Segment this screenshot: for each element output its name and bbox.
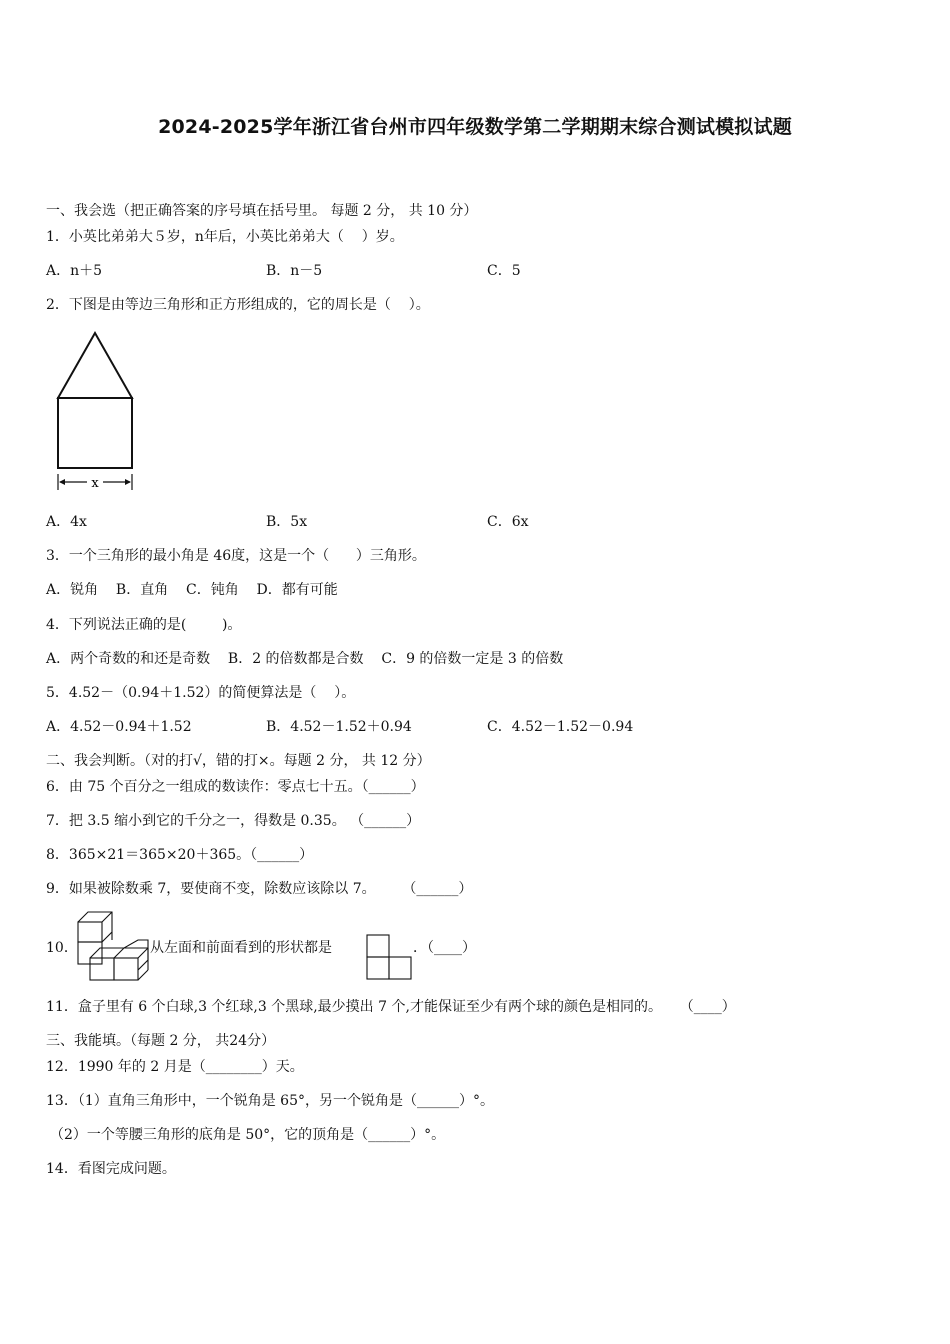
cube-stack-figure	[76, 910, 152, 982]
question-10-number: 10．	[46, 940, 78, 956]
question-11: 11．盒子里有 6 个白球,3 个红球,3 个黑球,最少摸出 7 个,才能保证至少有两个球的颜色是相同的。 （____）	[46, 999, 736, 1015]
q1-option-a: A．n＋5	[46, 263, 103, 279]
q2-option-c: C．6x	[487, 514, 529, 530]
triangle-shape	[58, 333, 132, 398]
square-shape	[58, 398, 132, 468]
question-3: 3．一个三角形的最小角是 46度，这是一个（ ）三角形。	[46, 548, 426, 564]
arrow-left-icon	[59, 479, 65, 485]
q5-option-a: A．4.52－0.94＋1.52	[46, 719, 192, 735]
q5-option-c: C．4.52－1.52－0.94	[487, 719, 634, 735]
question-10-tail: ．（____）	[413, 940, 476, 956]
q5-option-b: B．4.52－1.52＋0.94	[266, 719, 412, 735]
question-4: 4．下列说法正确的是( )。	[46, 617, 242, 633]
q1-option-c: C．5	[487, 263, 521, 279]
question-10-text: 从左面和前面看到的形状都是	[150, 940, 332, 956]
question-1: 1．小英比弟弟大５岁，n年后，小英比弟弟大（ ）岁。	[46, 229, 404, 245]
q3-options: A．锐角 B．直角 C．钝角 D．都有可能	[46, 582, 338, 598]
section-1-heading: 一、我会选（把正确答案的序号填在括号里。 每题 2 分， 共 10 分）	[46, 203, 478, 219]
question-13-part-1: 13．（1）直角三角形中，一个锐角是 65°，另一个锐角是（______）°。	[46, 1093, 494, 1109]
question-5: 5．4.52－（0.94＋1.52）的简便算法是（ ）。	[46, 685, 356, 701]
arrow-right-icon	[125, 479, 131, 485]
section-3-heading: 三、我能填。（每题 2 分， 共24分）	[46, 1033, 276, 1049]
question-6: 6．由 75 个百分之一组成的数读作：零点七十五。（______）	[46, 779, 425, 795]
q1-option-b: B．n－5	[266, 263, 323, 279]
question-9: 9．如果被除数乘 7，要使商不变，除数应该除以 7。 （______）	[46, 881, 473, 897]
dimension-label: x	[91, 476, 99, 491]
view-shape-figure	[366, 934, 414, 980]
house-figure	[50, 330, 140, 495]
q2-option-b: B．5x	[266, 514, 308, 530]
question-14: 14．看图完成问题。	[46, 1161, 176, 1177]
question-2: 2．下图是由等边三角形和正方形组成的，它的周长是（ ）。	[46, 297, 430, 313]
q4-options: A．两个奇数的和还是奇数 B．2 的倍数都是合数 C．9 的倍数一定是 3 的倍数	[46, 651, 564, 667]
question-12: 12．1990 年的 2 月是（________）天。	[46, 1059, 304, 1075]
question-13-part-2: （2）一个等腰三角形的底角是 50°，它的顶角是（______）°。	[50, 1127, 446, 1143]
page-title: 2024-2025学年浙江省台州市四年级数学第二学期期末综合测试模拟试题	[158, 116, 792, 138]
q2-option-a: A．4x	[46, 514, 87, 530]
question-7: 7．把 3.5 缩小到它的千分之一，得数是 0.35。 （______）	[46, 813, 421, 829]
section-2-heading: 二、我会判断。（对的打√，错的打×。每题 2 分， 共 12 分）	[46, 753, 431, 769]
question-8: 8．365×21＝365×20＋365。（______）	[46, 847, 314, 863]
